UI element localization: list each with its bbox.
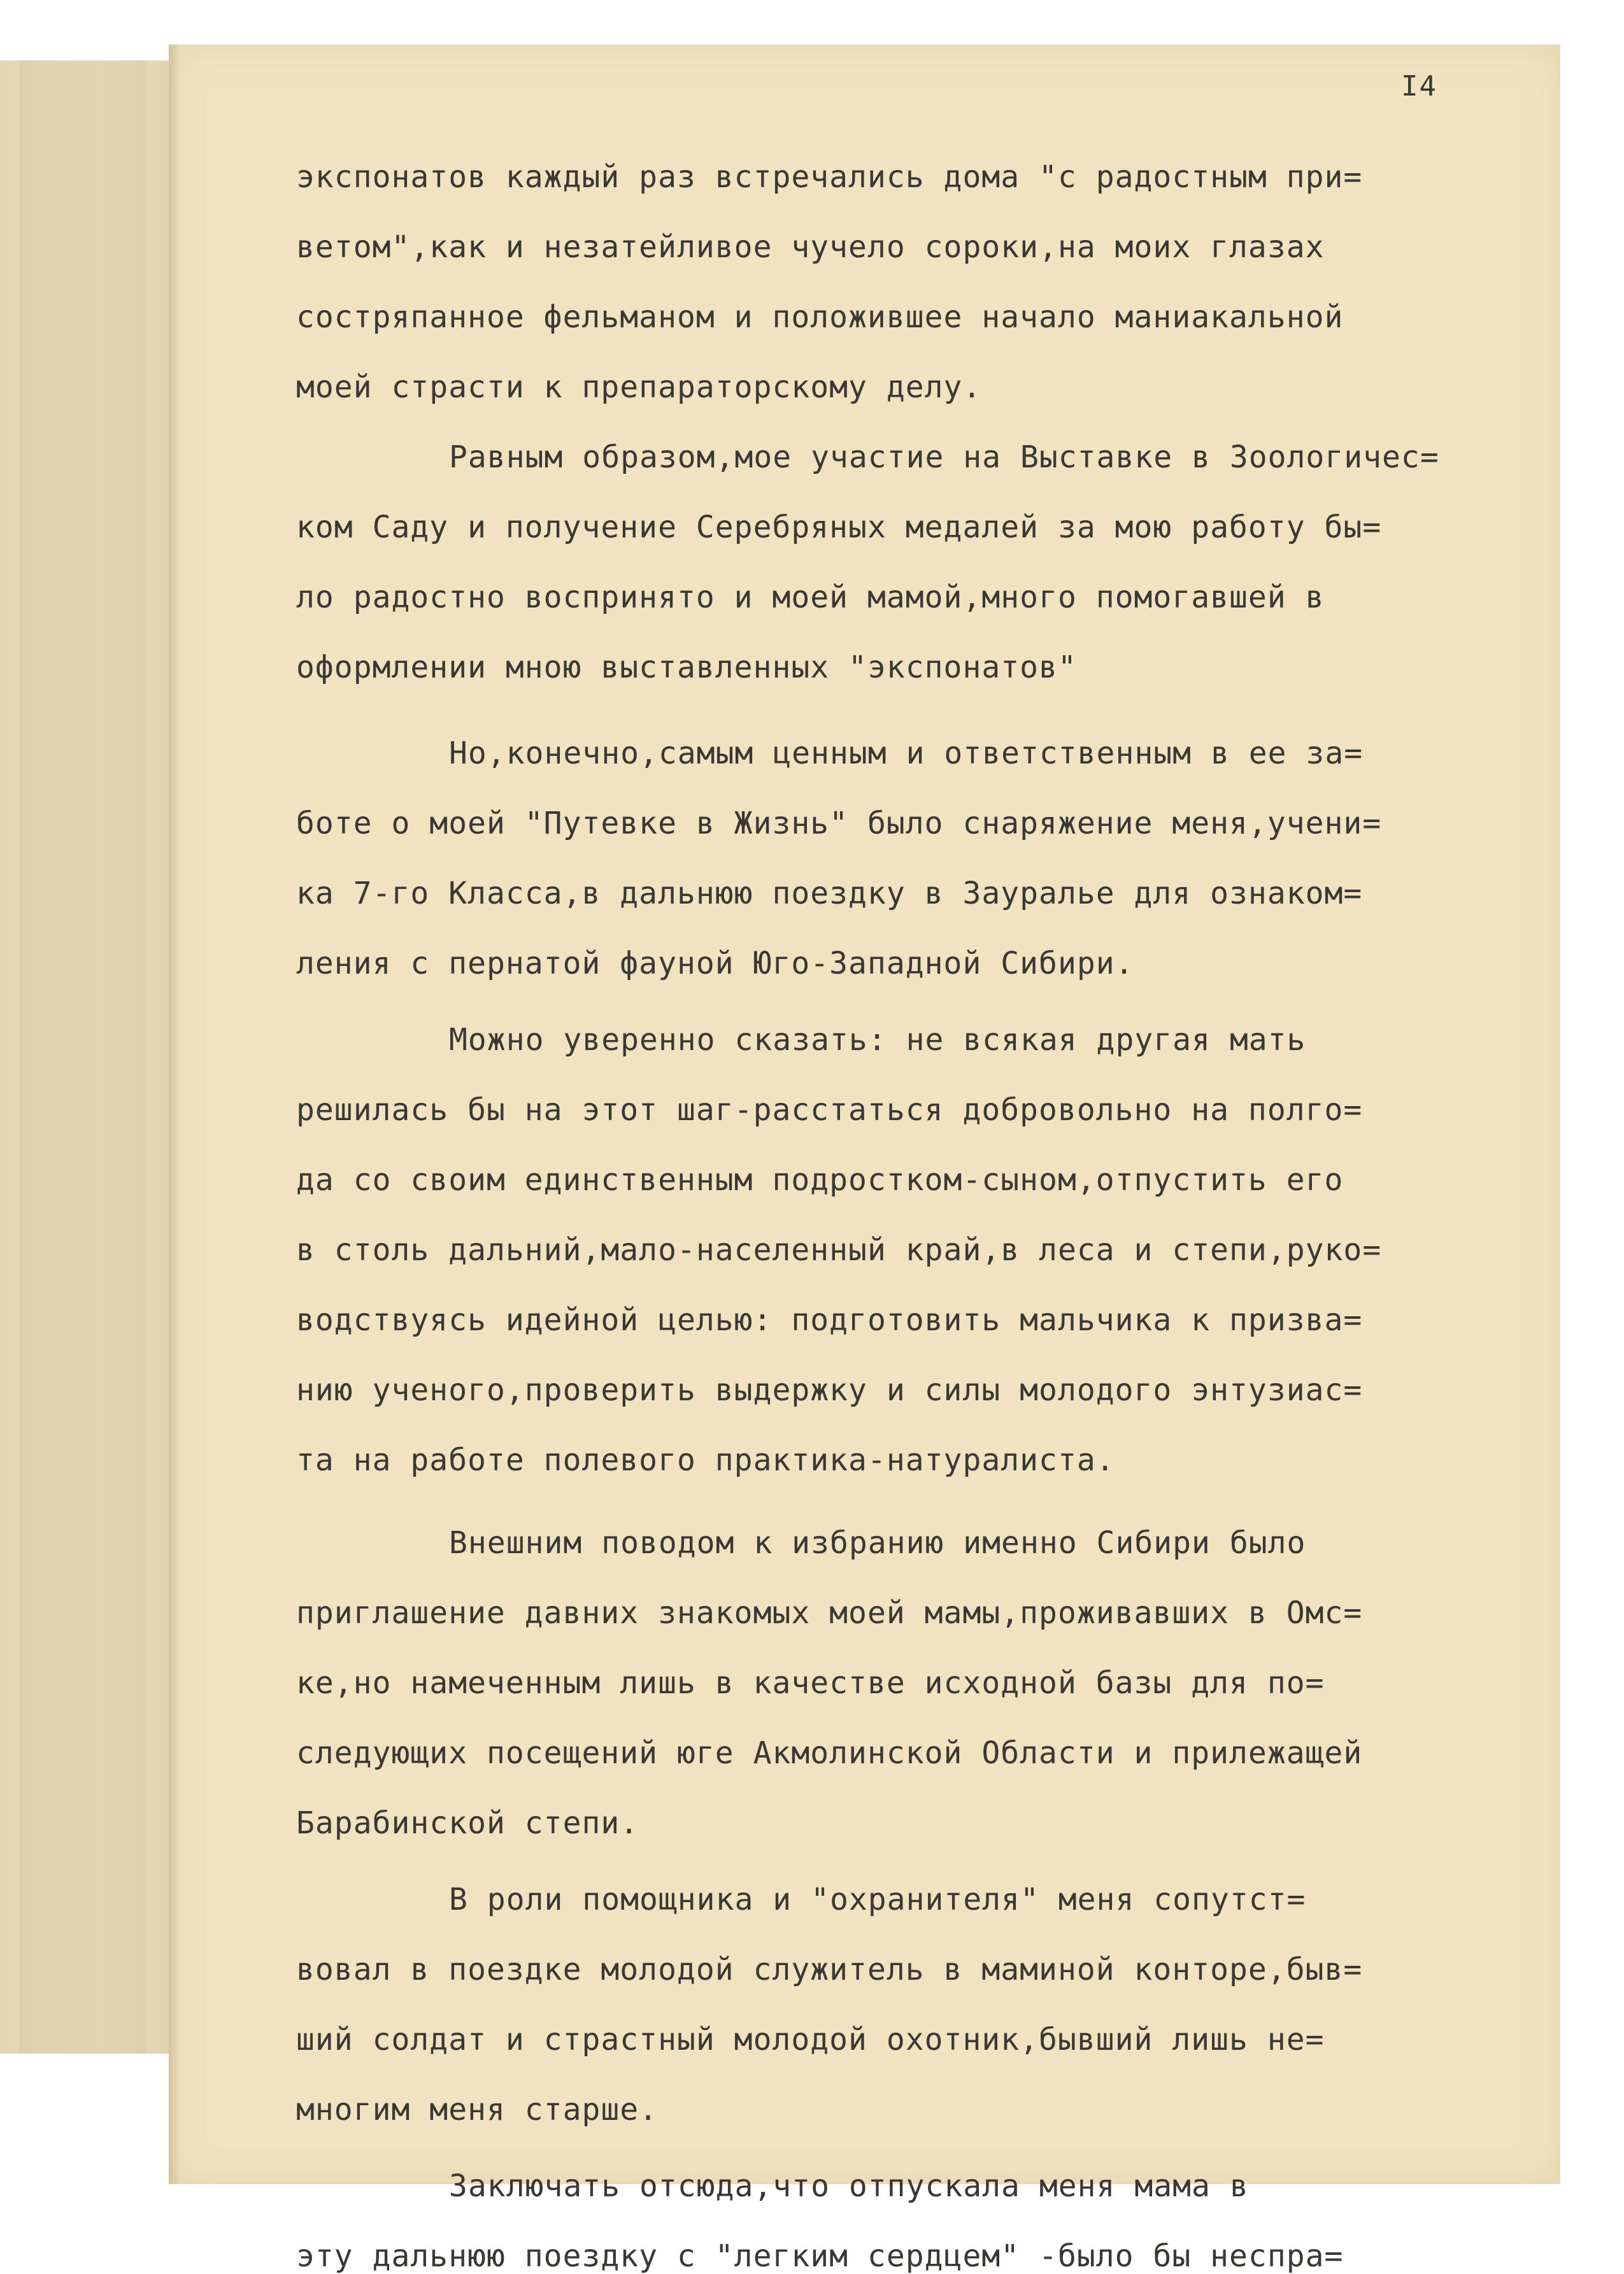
typewritten-page: [169, 45, 1560, 2274]
text-line: многим меня старше.: [296, 2092, 659, 2128]
left-binding-strip: [0, 60, 185, 2054]
text-line: ке,но намеченным лишь в качестве исходной базы для по=: [296, 1665, 1325, 1701]
text-line: Равным образом,мое участие на Выставке в Зоологичес=: [449, 439, 1439, 475]
binding-shadow: [19, 60, 146, 2054]
text-line: эту дальнюю поездку с "легким сердцем" -было бы неспра=: [296, 2238, 1344, 2274]
text-line: боте о моей "Путевке в Жизнь" было снаряжение меня,учени=: [296, 806, 1382, 841]
text-line: ления с пернатой фауной Юго-Западной Сибири.: [296, 946, 1134, 981]
text-line: ка 7-го Класса,в дальнюю поездку в Зауралье для ознаком=: [296, 876, 1363, 911]
text-line: ло радостно воспринято и моей мамой,много помогавшей в: [296, 579, 1325, 615]
text-line: Барабинской степи.: [296, 1805, 639, 1841]
text-line: решилась бы на этот шаг-расстаться добровольно на полго=: [296, 1092, 1363, 1128]
text-line: ший солдат и страстный молодой охотник,бывший лишь не=: [296, 2022, 1325, 2057]
text-line: Заключать отсюда,что отпускала меня мама в: [449, 2168, 1249, 2204]
text-line: та на работе полевого практика-натуралиста.: [296, 1442, 1115, 1478]
text-line: ком Саду и получение Серебряных медалей за мою работу бы=: [296, 509, 1382, 545]
text-line: оформлении мною выставленных "экспонатов": [296, 650, 1077, 685]
text-line: экспонатов каждый раз встречались дома "с радостным при=: [296, 159, 1363, 195]
text-line: моей страсти к препараторскому делу.: [296, 369, 982, 405]
text-line: Внешним поводом к избранию именно Сибири было: [449, 1525, 1306, 1561]
text-line: в столь дальний,мало-населенный край,в леса и степи,руко=: [296, 1232, 1382, 1268]
text-line: В роли помощника и "охранителя" меня сопутст=: [449, 1882, 1306, 1917]
text-line: да со своим единственным подростком-сыном,отпустить его: [296, 1162, 1344, 1198]
text-line: приглашение давних знакомых моей мамы,проживавших в Омс=: [296, 1595, 1363, 1631]
page-fold-shadow: [169, 45, 180, 2184]
text-line: следующих посещений юге Акмолинской Области и прилежащей: [296, 1735, 1363, 1771]
text-line: Можно уверенно сказать: не всякая другая мать: [449, 1022, 1306, 1058]
text-line: ветом",как и незатейливое чучело сороки,на моих глазах: [296, 229, 1325, 265]
text-line: состряпанное фельманом и положившее начало маниакальной: [296, 299, 1344, 335]
page-number: I4: [1401, 70, 1437, 103]
text-line: нию ученого,проверить выдержку и силы молодого энтузиас=: [296, 1372, 1363, 1408]
text-line: водствуясь идейной целью: подготовить мальчика к призва=: [296, 1302, 1363, 1338]
text-line: Но,конечно,самым ценным и ответственным в ее за=: [449, 735, 1364, 771]
text-line: вовал в поездке молодой служитель в маминой конторе,быв=: [296, 1952, 1363, 1987]
